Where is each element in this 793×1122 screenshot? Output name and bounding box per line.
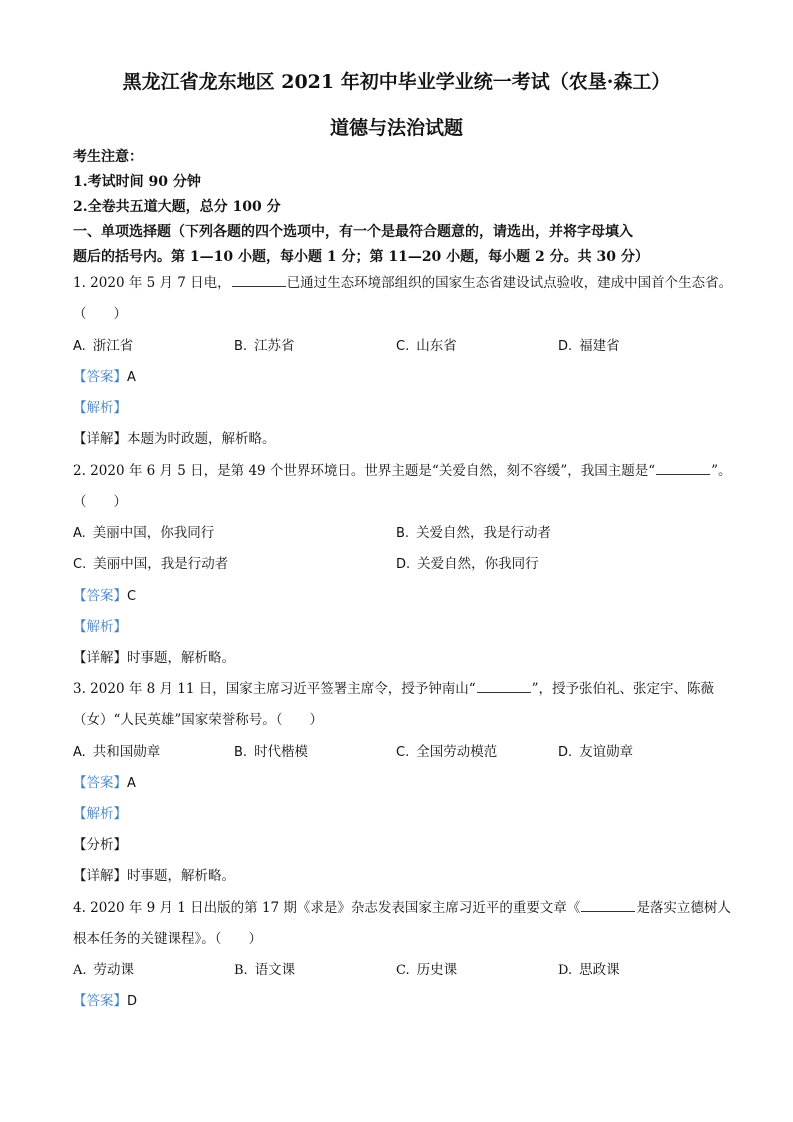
answer-blank — [581, 899, 635, 912]
question-3-stem-cont: （女）“人民英雄”国家荣誉称号。（ ） — [73, 712, 324, 728]
option-d: D. 关爱自然，你我同行 — [396, 556, 539, 572]
section-instructions: 一、单项选择题（下列各题的四个选项中，有一个是最符合题意的，请选出，并将字母填入 — [73, 224, 633, 240]
option-d: D. 福建省 — [558, 338, 620, 354]
option-d: D. 思政课 — [558, 962, 620, 978]
question-4-stem-cont: 根本任务的关键课程》。（ ） — [73, 931, 262, 947]
answer-line: 【答案】D — [73, 993, 138, 1009]
option-b: B. 江苏省 — [234, 338, 295, 354]
question-3-stem: 3. 2020 年 8 月 11 日，国家主席习近平签署主席令，授予钟南山“ ”，授予张伯礼、张定宇、陈薇 — [73, 681, 715, 697]
option-c: C. 山东省 — [396, 338, 457, 354]
option-b: B. 时代楷模 — [234, 744, 309, 760]
option-a: A. 美丽中国，你我同行 — [73, 525, 215, 541]
analysis-label: 【解析】 — [73, 806, 127, 822]
question-paren: （ ） — [73, 494, 127, 510]
answer-blank — [656, 462, 710, 475]
analysis-label: 【解析】 — [73, 619, 127, 635]
answer-blank — [232, 274, 286, 287]
exam-title: 黑龙江省龙东地区 2021 年初中毕业学业统一考试（农垦·森工） — [122, 71, 671, 93]
answer-line: 【答案】C — [73, 588, 137, 604]
option-c: C. 美丽中国，我是行动者 — [73, 556, 229, 572]
answer-blank — [477, 680, 531, 693]
analysis-label: 【解析】 — [73, 400, 127, 416]
option-b: B. 关爱自然，我是行动者 — [396, 525, 552, 541]
option-b: B. 语文课 — [234, 962, 296, 978]
question-paren: （ ） — [73, 306, 127, 322]
option-a: A. 劳动课 — [73, 962, 135, 978]
notice-item: 1.考试时间 90 分钟 — [73, 174, 201, 190]
option-c: C. 全国劳动模范 — [396, 744, 498, 760]
notice-item: 2.全卷共五道大题，总分 100 分 — [73, 199, 281, 215]
option-d: D. 友谊勋章 — [558, 744, 634, 760]
exam-subtitle: 道德与法治试题 — [329, 117, 463, 139]
detail-line: 【详解】时事题，解析略。 — [73, 650, 235, 666]
answer-line: 【答案】A — [73, 369, 136, 385]
question-1-stem: 1. 2020 年 5 月 7 日电， 已通过生态环境部组织的国家生态省建设试点验收，建成中国首个生态省。 — [73, 275, 733, 291]
option-c: C. 历史课 — [396, 962, 458, 978]
question-4-stem: 4. 2020 年 9 月 1 日出版的第 17 期《求是》杂志发表国家主席习近平的重要文章《 是落实立德树人 — [73, 900, 731, 916]
detail-line: 【详解】时事题，解析略。 — [73, 868, 235, 884]
detail-line: 【详解】本题为时政题，解析略。 — [73, 431, 276, 447]
question-2-stem: 2. 2020 年 6 月 5 日，是第 49 个世界环境日。世界主题是“关爱自然，刻不容缓”，我国主题是“ ”。 — [73, 463, 732, 479]
notice-heading: 考生注意： — [73, 149, 143, 165]
section-instructions: 题后的括号内。第 1—10 小题，每小题 1 分；第 11—20 小题，每小题 2 分。共 30 分） — [73, 249, 649, 265]
fenxi-label: 【分析】 — [73, 837, 127, 853]
option-a: A. 浙江省 — [73, 338, 134, 354]
option-a: A. 共和国勋章 — [73, 744, 161, 760]
answer-line: 【答案】A — [73, 775, 136, 791]
